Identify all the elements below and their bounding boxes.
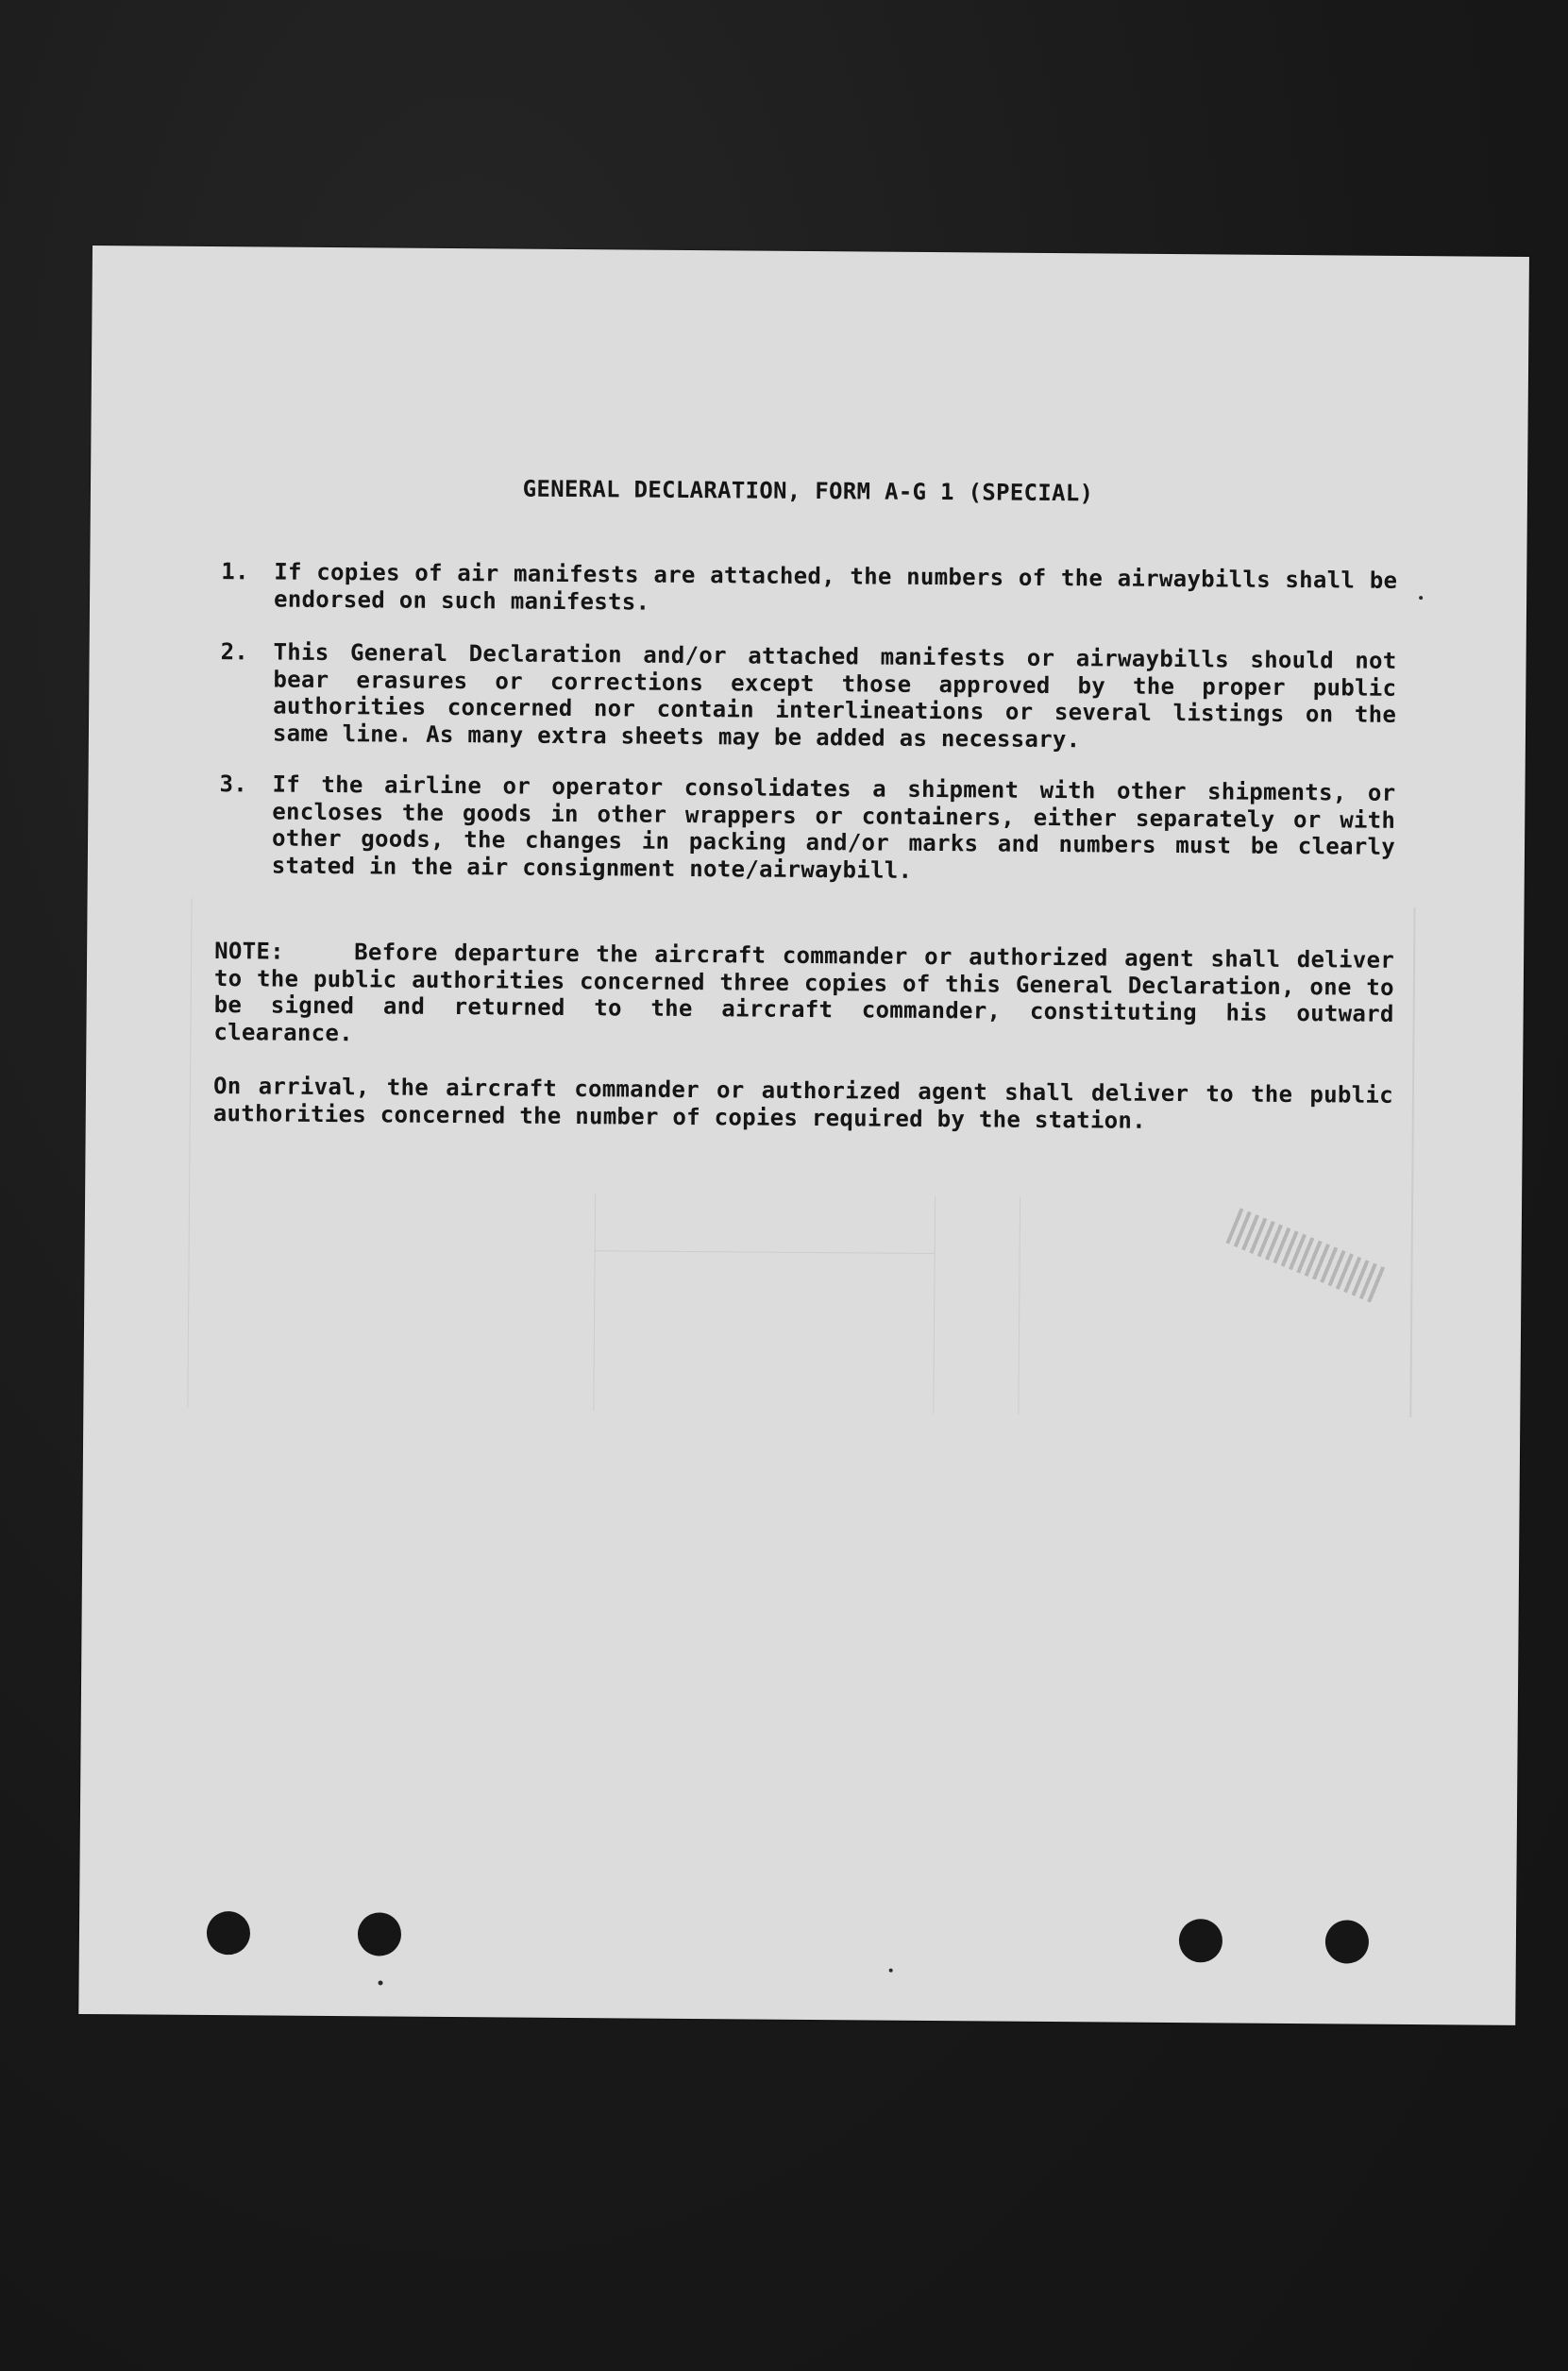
punch-hole: [358, 1912, 401, 1956]
show-through-line: [187, 898, 192, 1408]
instruction-item-1: [217, 558, 1397, 621]
item-number: 3.: [219, 771, 248, 798]
paper-speck: [1419, 596, 1423, 600]
item-text: If copies of air manifests are attached, the numbers of the airwaybills shall be endorsed on such manifests.: [273, 558, 1398, 616]
note-paragraph: [213, 938, 1394, 1055]
paper-speck: [379, 1980, 383, 1985]
item-number: 1.: [221, 558, 249, 585]
note-label: NOTE:: [214, 938, 284, 965]
show-through-line: [1409, 907, 1415, 1417]
arrival-paragraph: On arrival, the aircraft commander or authorized agent shall deliver to the public authorities concerned the number of copies required by the station.: [212, 1073, 1394, 1134]
faint-stamp-mark: [1225, 1208, 1388, 1304]
punch-hole: [1179, 1919, 1222, 1962]
punch-hole: [1325, 1920, 1369, 1963]
item-text: If the airline or operator consolidates a shipment with other shipments, or encloses the goods in other wrappers or containers, either separately or with other goods, the changes in packing and/or marks and numbers must be clearly stated in the air consignment note/airwaybill.: [271, 771, 1396, 884]
item-text: This General Declaration and/or attached manifests or airwaybills should not bear erasures or corrections except those approved by the proper public authorities concerned nor contain interlineations or several listings on the same line. As many extra sheets may be added as necessary.: [272, 638, 1397, 753]
show-through-line: [593, 1194, 596, 1411]
show-through-line: [1018, 1197, 1020, 1414]
show-through-line: [933, 1196, 936, 1414]
show-through-line: [595, 1250, 935, 1254]
paper-speck: [889, 1969, 893, 1973]
punch-hole: [207, 1911, 250, 1955]
instruction-item-2: [216, 638, 1397, 755]
item-number: 2.: [220, 638, 249, 666]
document-sheet: [78, 246, 1529, 2025]
instruction-item-3: [215, 771, 1396, 888]
document-title: GENERAL DECLARATION, FORM A-G 1 (SPECIAL): [522, 475, 1094, 507]
note-text: Before departure the aircraft commander or authorized agent shall deliver to the public authorities concerned three copies of this General Declaration, one to be signed and returned to the aircraft commander, constituting his outward clearance.: [213, 939, 1395, 1046]
